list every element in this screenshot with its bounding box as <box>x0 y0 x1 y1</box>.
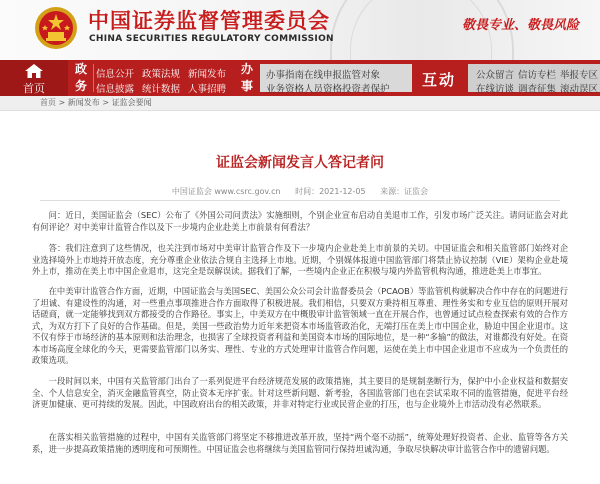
nav-link-info-disclosure-public[interactable]: 信息公开 <box>96 69 135 80</box>
nav-link-survey[interactable]: 调查征集 <box>518 84 557 95</box>
breadcrumb-news-release[interactable]: 新闻发布 <box>67 98 100 107</box>
nav-link-news-release[interactable]: 新闻发布 <box>188 69 227 80</box>
national-emblem-icon[interactable] <box>34 6 78 50</box>
nav-link-public-message[interactable]: 公众留言 <box>476 70 515 81</box>
nav-link-petition[interactable]: 信访专栏 <box>518 70 557 81</box>
breadcrumb-separator: > <box>56 98 68 107</box>
nav-divider <box>93 64 94 92</box>
nav-link-online-interview[interactable]: 在线访谈 <box>476 84 515 95</box>
section-label-char: 事 <box>240 79 253 93</box>
nav-link-misconceptions[interactable]: 滚动误区 <box>560 84 599 95</box>
article-paragraph: 问：近日，美国证监会（SEC）公布了《外国公司问责法》实施细则，个别企业宣布启动自美退市工作，引发市场广泛关注。请问证监会对此有何评论？对中美审计监管合作以及下一步境内企业赴美上市前景有何看法？ <box>32 210 568 232</box>
home-label: 首页 <box>23 82 45 95</box>
meta-divider <box>40 200 560 201</box>
breadcrumb-bar <box>0 96 600 111</box>
site-title-english: CHINA SECURITIES REGULATORY COMMISSION <box>89 34 334 44</box>
article-paragraph: 答：我们注意到了这些情况，也关注到市场对中美审计监管合作及下一步境内企业赴美上市前景的关切。中国证监会和相关监管部门始终对企业选择境外上市地持开放态度，充分尊重企业依法合规自主选择上市地。近期，个别媒体报道中国监管部门将禁止协议控制（VIE）架构企业赴境外上市，推动在美上市中国企业退市，这完全是误解误读。据我们了解，一些境内企业正在积极与境内外监管机构沟通，推进赴美上市事宜。 <box>32 243 568 276</box>
article-title: 证监会新闻发言人答记者问 <box>216 155 384 171</box>
breadcrumb-home[interactable]: 首页 <box>40 98 56 107</box>
main-nav <box>0 60 600 96</box>
article-origin: 来源：证监会 <box>380 187 429 196</box>
nav-link-qualification[interactable]: 业务资格人员资格投资者保护 <box>266 84 390 95</box>
nav-link-policy-regulations[interactable]: 政策法规 <box>142 69 181 80</box>
article-paragraph: 在中美审计监管合作方面，近期，中国证监会与美国SEC、美国公众公司会计监督委员会（PCAOB）等监管机构就解决合作中存在的问题进行了坦诚、有建设性的沟通，对一些重点事项推进合作方面取得了积极进展。我们相信，只要双方秉持相互尊重、理性务实和专业互信的原则开展对话磋商，就一定能够找到双方都接受的合作路径。事实上，中美双方在中概股审计监管领域一直在开展合作，也曾通过试点检查探索有效的合作方式，为双方打下了良好的合作基础。但是，美国一些政治势力近年来把资本市场监管政治化，无端打压在美上市中国企业，胁迫中国企业退市。这不仅有悖于市场经济的基本原则和法治理念，也损害了全球投资者利益和美国资本市场的国际地位，是一种“多输”的做法，对谁都没有好处。在资本市场高度全球化的今天，更需要监管部门以务实、理性、专业的方式处理审计监管合作问题，运使在美上市中国企业退市不应成为一个负责任的政策选项。 <box>32 286 568 365</box>
nav-link-service-guide[interactable]: 办事指南在线申报监管对象 <box>266 70 381 81</box>
site-slogan: 敬畏专业、敬畏风险 <box>462 18 580 33</box>
section-label-char: 务 <box>74 79 87 93</box>
breadcrumb-separator: > <box>99 98 112 107</box>
nav-link-statistics[interactable]: 统计数据 <box>142 84 181 95</box>
section-label-interaction: 互动 <box>422 71 457 89</box>
section-label-politics <box>70 60 92 97</box>
article-source: 中国证监会 www.csrc.gov.cn <box>171 187 281 196</box>
section-label-char: 政 <box>74 62 87 76</box>
home-button[interactable] <box>0 60 68 96</box>
nav-link-recruitment[interactable]: 人事招聘 <box>188 84 227 95</box>
header-banner <box>0 0 600 60</box>
site-title[interactable]: 中国证券监督管理委员会 <box>88 9 330 33</box>
breadcrumb <box>40 97 152 108</box>
section-label-char: 办 <box>240 62 253 76</box>
section-label-service <box>236 60 258 97</box>
article-paragraph: 一段时间以来，中国有关监管部门出台了一系列促进平台经济规范发展的政策措施，其主要目的是规制垄断行为，保护中小企业权益和数据安全、个人信息安全，消灭金融监管真空，防止资本无序扩张。针对这些新问题、新考验，各国监管部门也在尝试采取不同的监管措施，促进平台经济更加健康、更可持续的发展。因此，中国政府出台的相关政策，并非对特定行业或民营企业的打压，也与企业境外上市活动没有必然联系。 <box>32 376 568 409</box>
nav-link-info-disclosure[interactable]: 信息披露 <box>96 84 135 95</box>
article-meta <box>0 186 600 197</box>
nav-link-report[interactable]: 举报专区 <box>560 70 599 81</box>
article-paragraph: 在落实相关监管措施的过程中，中国有关监管部门将坚定不移推进改革开放，坚持“两个毫不动摇”，统筹处理好投资者、企业、监管等各方关系，进一步提高政策措施的透明度和可预期性。中国证监会也将继续与美国监管同行保持坦诚沟通，争取尽快解决审计监管合作中的遗留问题。 <box>32 432 568 454</box>
breadcrumb-csrc-news[interactable]: 证监会要闻 <box>111 98 152 107</box>
home-icon <box>24 63 44 79</box>
article-date: 时间：2021-12-05 <box>295 187 366 196</box>
